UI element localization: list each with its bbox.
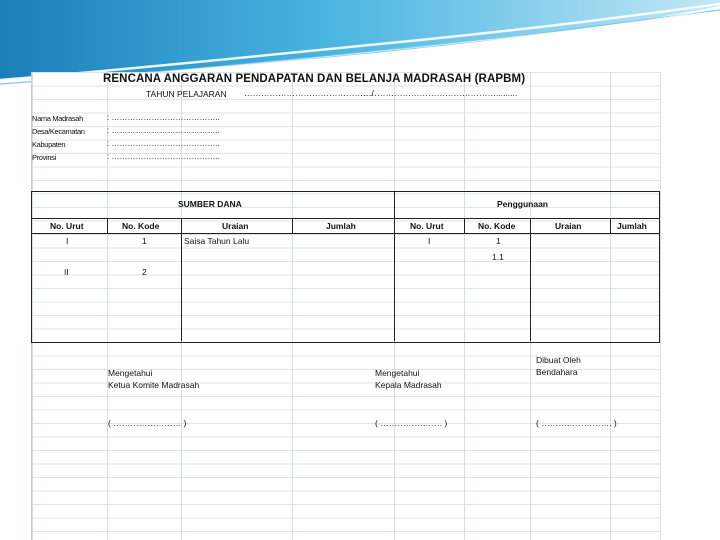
row-1-no-urut: I [66, 236, 69, 246]
sign-right-blank: ( ……………………. ) [536, 418, 617, 428]
sign-left-role: Ketua Komite Madrasah [108, 380, 200, 390]
year-label: TAHUN PELAJARAN [146, 89, 227, 99]
row-3-no-kode: 2 [142, 267, 147, 277]
sign-left-blank: ( …………………… ) [108, 418, 187, 428]
table-section-divider [394, 191, 395, 341]
table-header-divider [464, 218, 465, 234]
col-header-jumlah-2: Jumlah [617, 221, 647, 231]
sign-right-line1: Dibuat Oleh [536, 355, 581, 365]
table-header-divider [107, 218, 108, 234]
budget-table [31, 191, 660, 343]
field-value-provinsi: : ………………………………….. [107, 152, 220, 161]
field-label-provinsi: Provinsi [32, 153, 56, 162]
field-label-nama-madrasah: Nama Madrasah [32, 114, 83, 123]
sign-right-role: Bendahara [536, 367, 578, 377]
row-1-no-kode: 1 [142, 236, 147, 246]
row-1-no-kode-2: 1 [496, 236, 501, 246]
table-header-divider [610, 218, 611, 234]
sign-left-line1: Mengetahui [108, 368, 153, 378]
col-header-no-kode: No. Kode [122, 221, 160, 231]
row-1-uraian: Saisa Tahun Lalu [184, 236, 250, 246]
col-header-no-kode-2: No. Kode [478, 221, 516, 231]
grid-column-line [660, 72, 661, 540]
table-uraian-divider [181, 218, 182, 341]
row-2-no-kode-2: 1.1 [492, 252, 504, 262]
table-header-divider [292, 218, 293, 234]
col-header-uraian: Uraian [222, 221, 249, 231]
row-3-no-urut: II [64, 267, 69, 277]
year-blank-start: ………………………………………/ [244, 88, 374, 98]
document-title: RENCANA ANGGARAN PENDAPATAN DAN BELANJA MADRASAH (RAPBM) [103, 73, 526, 85]
col-header-no-urut: No. Urut [50, 221, 84, 231]
field-value-kabupaten: : ………………………………….. [107, 139, 220, 148]
section-penggunaan: Penggunaan [497, 199, 549, 209]
row-1-no-urut-2: I [428, 236, 431, 246]
table-uraian-divider [530, 218, 531, 341]
table-header-rule-top [31, 218, 659, 219]
field-value-desa-kecamatan: : ………………………………….. [107, 126, 220, 135]
sign-middle-blank: ( …………………. ) [375, 418, 448, 428]
section-sumber-dana: SUMBER DANA [178, 199, 242, 209]
sign-middle-line1: Mengetahui [375, 368, 420, 378]
col-header-no-urut-2: No. Urut [410, 221, 444, 231]
field-label-desa-kecamatan: Desa/Kecamatan [32, 127, 85, 136]
table-header-rule-bottom [31, 233, 659, 234]
field-label-kabupaten: Kabupaten [32, 140, 66, 149]
col-header-uraian-2: Uraian [555, 221, 582, 231]
year-blank-end: …………………………………………......... [360, 88, 518, 98]
sign-middle-role: Kepala Madrasah [375, 380, 442, 390]
col-header-jumlah: Jumlah [326, 221, 356, 231]
field-value-nama-madrasah: : ………………………………….. [107, 113, 220, 122]
